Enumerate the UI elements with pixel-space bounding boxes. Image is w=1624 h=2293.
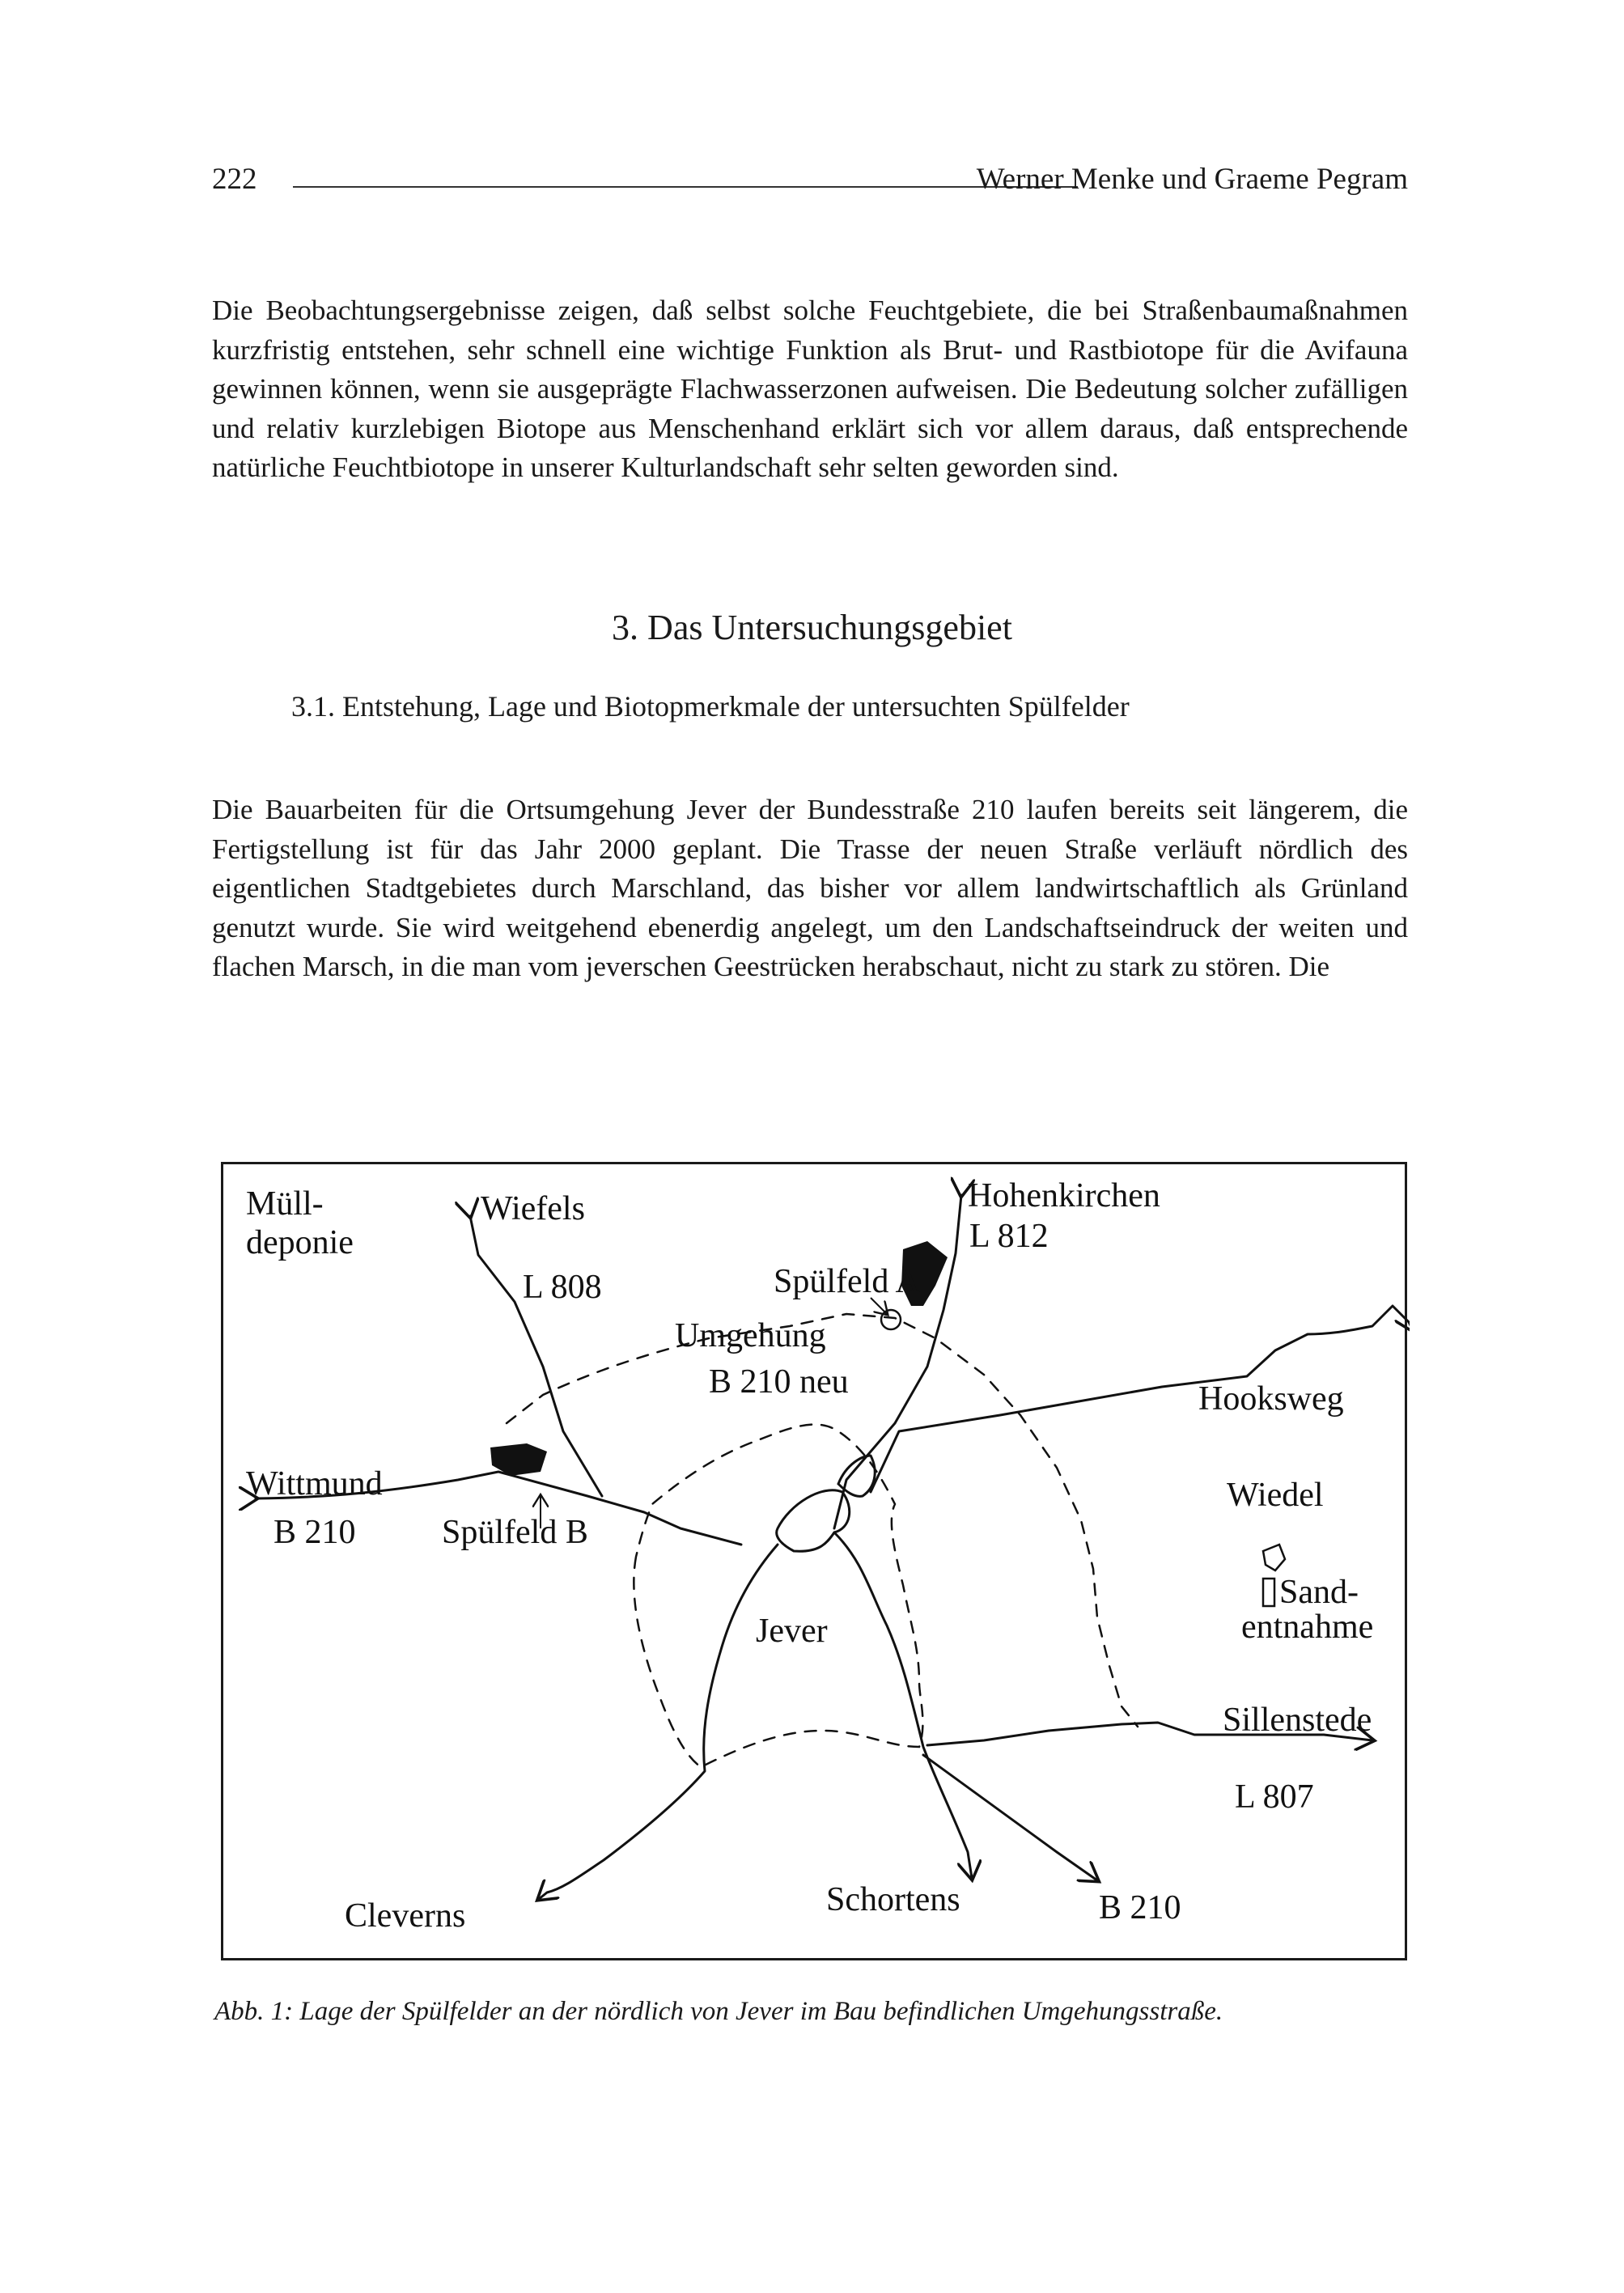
label-umgehung: Umgehung xyxy=(675,1317,826,1354)
spuelfeld-a-arrow xyxy=(871,1298,887,1314)
road-l812 xyxy=(834,1195,961,1528)
subsection-heading: 3.1. Entstehung, Lage und Biotopmerkmale der untersuchten Spülfelder xyxy=(291,690,1130,723)
label-l807: L 807 xyxy=(1235,1778,1314,1816)
label-b210-east: B 210 xyxy=(1099,1889,1181,1926)
label-b210-neu: B 210 neu xyxy=(709,1363,849,1401)
sandentnahme-shape-1 xyxy=(1263,1545,1285,1570)
figure-caption: Abb. 1: Lage der Spülfelder an der nördlich von Jever im Bau befindlichen Umgehungsstraße. xyxy=(214,1997,1223,2026)
junction-loop xyxy=(881,1310,901,1329)
label-l812: L 812 xyxy=(969,1218,1049,1255)
label-hohenkirchen: Hohenkirchen xyxy=(968,1177,1160,1214)
road-cleverns xyxy=(539,1545,778,1899)
label-spuelfeld-b: Spülfeld B xyxy=(442,1514,588,1551)
road-b210-east xyxy=(923,1755,1097,1880)
jever-inner-loop xyxy=(838,1456,875,1496)
label-entnahme: entnahme xyxy=(1241,1608,1374,1646)
label-schortens: Schortens xyxy=(826,1881,960,1918)
label-deponie: deponie xyxy=(246,1224,354,1261)
label-spuelfeld-a: Spülfeld A xyxy=(774,1263,920,1300)
label-wittmund: Wittmund xyxy=(246,1465,383,1503)
label-b210-west: B 210 xyxy=(273,1514,356,1551)
running-head: Werner Menke und Graeme Pegram xyxy=(976,163,1408,196)
map-figure xyxy=(221,1162,1407,1960)
section-heading: 3. Das Untersuchungsgebiet xyxy=(612,608,1012,647)
header-rule xyxy=(293,186,1078,188)
label-wiefels: Wiefels xyxy=(481,1190,585,1227)
label-jever: Jever xyxy=(756,1613,828,1650)
map-drawing xyxy=(223,1164,1410,1963)
label-sand: Sand- xyxy=(1279,1574,1359,1611)
page-header xyxy=(212,162,1408,210)
label-cleverns: Cleverns xyxy=(345,1897,466,1935)
page-number: 222 xyxy=(212,163,257,196)
paragraph-2: Die Bauarbeiten für die Ortsumgehung Jever der Bundesstraße 210 laufen bereits seit längerem, die Fertigstellung ist für das Jahr 2000 geplant. Die Trasse der neuen Straße verläuft nördlich des eigentlichen Stadtgebietes durch Marschland, das bisher vor allem landwirtschaftlich als Grünland genutzt wurde. Sie wird weitgehend ebenerdig angelegt, um den Landschaftseindruck der weiten und flachen Marsch, in die man vom jeverschen Geestrücken herabschaut, nicht zu stark zu stören. Die xyxy=(212,794,1408,982)
label-muell: Müll- xyxy=(246,1185,324,1223)
label-sillenstede: Sillenstede xyxy=(1223,1702,1372,1739)
label-hooksweg: Hooksweg xyxy=(1198,1380,1344,1418)
jever-town-outline xyxy=(777,1490,850,1551)
sandentnahme-shape-2 xyxy=(1263,1579,1274,1606)
label-wiedel: Wiedel xyxy=(1227,1477,1324,1514)
label-l808: L 808 xyxy=(523,1269,602,1306)
paragraph-1: Die Beobachtungsergebnisse zeigen, daß selbst solche Feuchtgebiete, die bei Straßenbaumaßnahmen kurzfristig entstehen, sehr schnell eine wichtige Funktion als Brut- und Rastbiotope für die Avifauna gewinnen können, wenn sie ausgeprägte Flachwasserzonen aufweisen. Die Bedeutung solcher zufälligen und relativ kurzlebigen Biotope aus Menschenhand erklärt sich vor allem daraus, daß entsprechende natürliche Feuchtbiotope in unserer Kulturlandschaft sehr selten geworden sind. xyxy=(212,295,1408,483)
